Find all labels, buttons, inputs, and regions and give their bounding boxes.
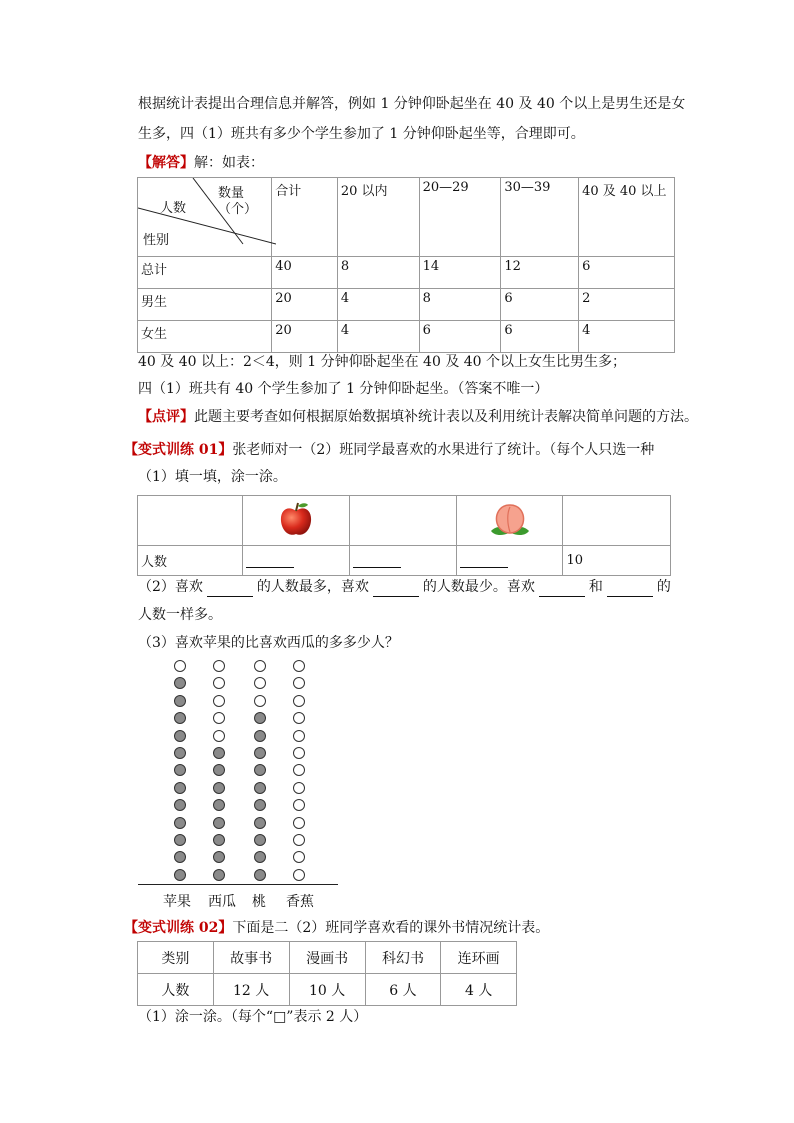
ex2-heading <box>124 918 549 938</box>
cell: 4 <box>579 321 675 353</box>
ex1-q1: （1）填一填，涂一涂。 <box>138 469 287 485</box>
diagonal-header-cell <box>138 178 272 257</box>
chart-dot-1-4 <box>174 712 186 724</box>
intro-line-2: 生多，四（1）班共有多少个学生参加了 1 分钟仰卧起坐等，合理即可。 <box>138 126 585 142</box>
chart-baseline <box>138 884 338 885</box>
q2-text-c: 的人数最少。喜欢 <box>422 579 535 595</box>
header-cell: 30—39 <box>501 178 579 257</box>
chart-dot-1-12 <box>174 851 186 863</box>
chart-dot-2-12 <box>213 851 225 863</box>
answer-line <box>138 153 264 173</box>
q2-text-a: （2）喜欢 <box>138 579 203 595</box>
header-cell: 科幻书 <box>365 942 441 974</box>
ex2-q1: （1）涂一涂。（每个“□”表示 2 人） <box>138 1009 368 1025</box>
chart-dot-1-3 <box>174 695 186 707</box>
chart-dot-1-9 <box>174 799 186 811</box>
table-row <box>138 974 517 1006</box>
chart-dot-4-4 <box>293 712 305 724</box>
comment-line <box>138 407 698 427</box>
banana-count-cell: 10 <box>563 546 671 576</box>
row-label: 人数 <box>138 546 243 576</box>
peach-cell <box>456 496 563 546</box>
q2-text-b: 的人数最多，喜欢 <box>256 579 369 595</box>
chart-dot-3-11 <box>254 834 266 846</box>
ex1-heading <box>124 440 654 460</box>
table-row <box>138 321 675 353</box>
stats-table <box>137 177 675 353</box>
header-cell: 故事书 <box>213 942 289 974</box>
watermelon-cell <box>350 496 457 546</box>
chart-dot-4-7 <box>293 764 305 776</box>
comment-text: 此题主要考查如何根据原始数据填补统计表以及利用统计表解决简单问题的方法。 <box>194 409 698 425</box>
chart-dot-4-10 <box>293 817 305 829</box>
q2-text-e: 的 <box>656 579 671 595</box>
row-label: 总计 <box>138 257 272 289</box>
chart-dot-2-7 <box>213 764 225 776</box>
cell: 4 <box>337 289 419 321</box>
chart-label-watermelon: 西瓜 <box>208 894 236 910</box>
chart-dot-2-5 <box>213 730 225 742</box>
cell: 20 <box>272 321 338 353</box>
peach-count-blank[interactable] <box>460 553 508 568</box>
table-row <box>138 257 675 289</box>
peach-count-cell <box>456 546 563 576</box>
cell: 4 <box>337 321 419 353</box>
chart-dot-1-10 <box>174 817 186 829</box>
ex1-q2 <box>138 577 671 597</box>
chart-dot-4-11 <box>293 834 305 846</box>
intro-line-1: 根据统计表提出合理信息并解答，例如 1 分钟仰卧起坐在 40 及 40 个以上是男生还是女 <box>138 96 686 112</box>
cell: 6 人 <box>365 974 441 1006</box>
chart-dot-3-3 <box>254 695 266 707</box>
ex2-tag: 【变式训练 02】 <box>124 920 233 936</box>
cell: 6 <box>501 321 579 353</box>
ex1-q2-line2: 人数一样多。 <box>138 607 222 623</box>
chart-dot-4-13 <box>293 869 305 881</box>
chart-dot-2-6 <box>213 747 225 759</box>
diag-top-label: 数量 <box>218 186 245 201</box>
chart-dot-2-4 <box>213 712 225 724</box>
chart-dot-2-3 <box>213 695 225 707</box>
cell: 6 <box>579 257 675 289</box>
apple-cell <box>243 496 350 546</box>
ex1-tag: 【变式训练 01】 <box>124 442 233 458</box>
apple-icon <box>276 499 316 539</box>
chart-label-apple: 苹果 <box>163 894 191 910</box>
chart-dot-1-5 <box>174 730 186 742</box>
header-cell: 40 及 40 以上 <box>579 178 675 257</box>
ex2-text: 下面是二（2）班同学喜欢看的课外书情况统计表。 <box>232 920 550 936</box>
comment-tag: 【点评】 <box>138 409 194 425</box>
chart-dot-4-9 <box>293 799 305 811</box>
chart-dot-1-11 <box>174 834 186 846</box>
watermelon-count-cell <box>350 546 457 576</box>
cell: 2 <box>579 289 675 321</box>
book-table <box>137 941 517 1006</box>
header-cell: 连环画 <box>441 942 517 974</box>
chart-dot-3-7 <box>254 764 266 776</box>
chart-dot-3-12 <box>254 851 266 863</box>
chart-dot-1-7 <box>174 764 186 776</box>
q2-text-d: 和 <box>588 579 603 595</box>
chart-dot-4-1 <box>293 660 305 672</box>
chart-dot-3-6 <box>254 747 266 759</box>
chart-dot-4-2 <box>293 677 305 689</box>
diag-bot-label: 性别 <box>143 233 170 248</box>
q2-blank-most[interactable] <box>207 582 253 597</box>
q2-blank-least[interactable] <box>373 582 419 597</box>
chart-dot-2-2 <box>213 677 225 689</box>
chart-dot-1-8 <box>174 782 186 794</box>
chart-dot-2-11 <box>213 834 225 846</box>
header-cell: 合计 <box>272 178 338 257</box>
chart-dot-2-13 <box>213 869 225 881</box>
row-label: 男生 <box>138 289 272 321</box>
chart-dot-3-13 <box>254 869 266 881</box>
q2-blank-equal-2[interactable] <box>607 582 653 597</box>
cell: 4 人 <box>441 974 517 1006</box>
conclusion-line-1: 40 及 40 以上：2＜4，则 1 分钟仰卧起坐在 40 及 40 个以上女生比男生多； <box>138 354 627 370</box>
answer-text: 解：如表： <box>194 155 264 171</box>
chart-label-banana: 香蕉 <box>286 894 314 910</box>
chart-dot-3-4 <box>254 712 266 724</box>
ex1-text: 张老师对一（2）班同学最喜欢的水果进行了统计。（每个人只选一种 <box>232 442 655 458</box>
header-cell: 漫画书 <box>289 942 365 974</box>
conclusion-line-2: 四（1）班共有 40 个学生参加了 1 分钟仰卧起坐。（答案不唯一） <box>138 381 549 397</box>
cell: 10 人 <box>289 974 365 1006</box>
chart-dot-2-9 <box>213 799 225 811</box>
chart-dot-3-10 <box>254 817 266 829</box>
header-cell: 20 以内 <box>337 178 419 257</box>
chart-dot-4-6 <box>293 747 305 759</box>
row-label: 女生 <box>138 321 272 353</box>
table-row <box>138 289 675 321</box>
chart-dot-1-1 <box>174 660 186 672</box>
empty-cell <box>138 496 243 546</box>
chart-dot-4-8 <box>293 782 305 794</box>
cell: 6 <box>501 289 579 321</box>
banana-cell <box>563 496 671 546</box>
chart-label-peach: 桃 <box>252 894 266 910</box>
chart-dot-3-2 <box>254 677 266 689</box>
chart-dot-1-2 <box>174 677 186 689</box>
cell: 8 <box>419 289 501 321</box>
chart-dot-2-8 <box>213 782 225 794</box>
peach-icon <box>487 499 533 539</box>
chart-dot-3-1 <box>254 660 266 672</box>
cell: 12 <box>501 257 579 289</box>
cell: 人数 <box>138 974 214 1006</box>
chart-dot-4-12 <box>293 851 305 863</box>
chart-dot-1-13 <box>174 869 186 881</box>
header-cell: 20—29 <box>419 178 501 257</box>
chart-dot-1-6 <box>174 747 186 759</box>
diag-top-unit: （个） <box>218 202 258 217</box>
cell: 14 <box>419 257 501 289</box>
cell: 12 人 <box>213 974 289 1006</box>
chart-dot-2-10 <box>213 817 225 829</box>
header-cell: 类别 <box>138 942 214 974</box>
chart-dot-2-1 <box>213 660 225 672</box>
chart-dot-3-9 <box>254 799 266 811</box>
cell: 8 <box>337 257 419 289</box>
chart-dot-3-8 <box>254 782 266 794</box>
ex1-q3: （3）喜欢苹果的比喜欢西瓜的多多少人？ <box>138 635 399 651</box>
apple-count-blank[interactable] <box>246 553 294 568</box>
fruit-table <box>137 495 671 576</box>
q2-blank-equal-1[interactable] <box>539 582 585 597</box>
apple-count-cell <box>243 546 350 576</box>
chart-dot-4-3 <box>293 695 305 707</box>
cell: 6 <box>419 321 501 353</box>
answer-tag: 【解答】 <box>138 155 194 171</box>
cell: 40 <box>272 257 338 289</box>
chart-dot-4-5 <box>293 730 305 742</box>
chart-dot-3-5 <box>254 730 266 742</box>
diag-mid-label: 人数 <box>160 201 187 216</box>
watermelon-count-blank[interactable] <box>353 553 401 568</box>
cell: 20 <box>272 289 338 321</box>
